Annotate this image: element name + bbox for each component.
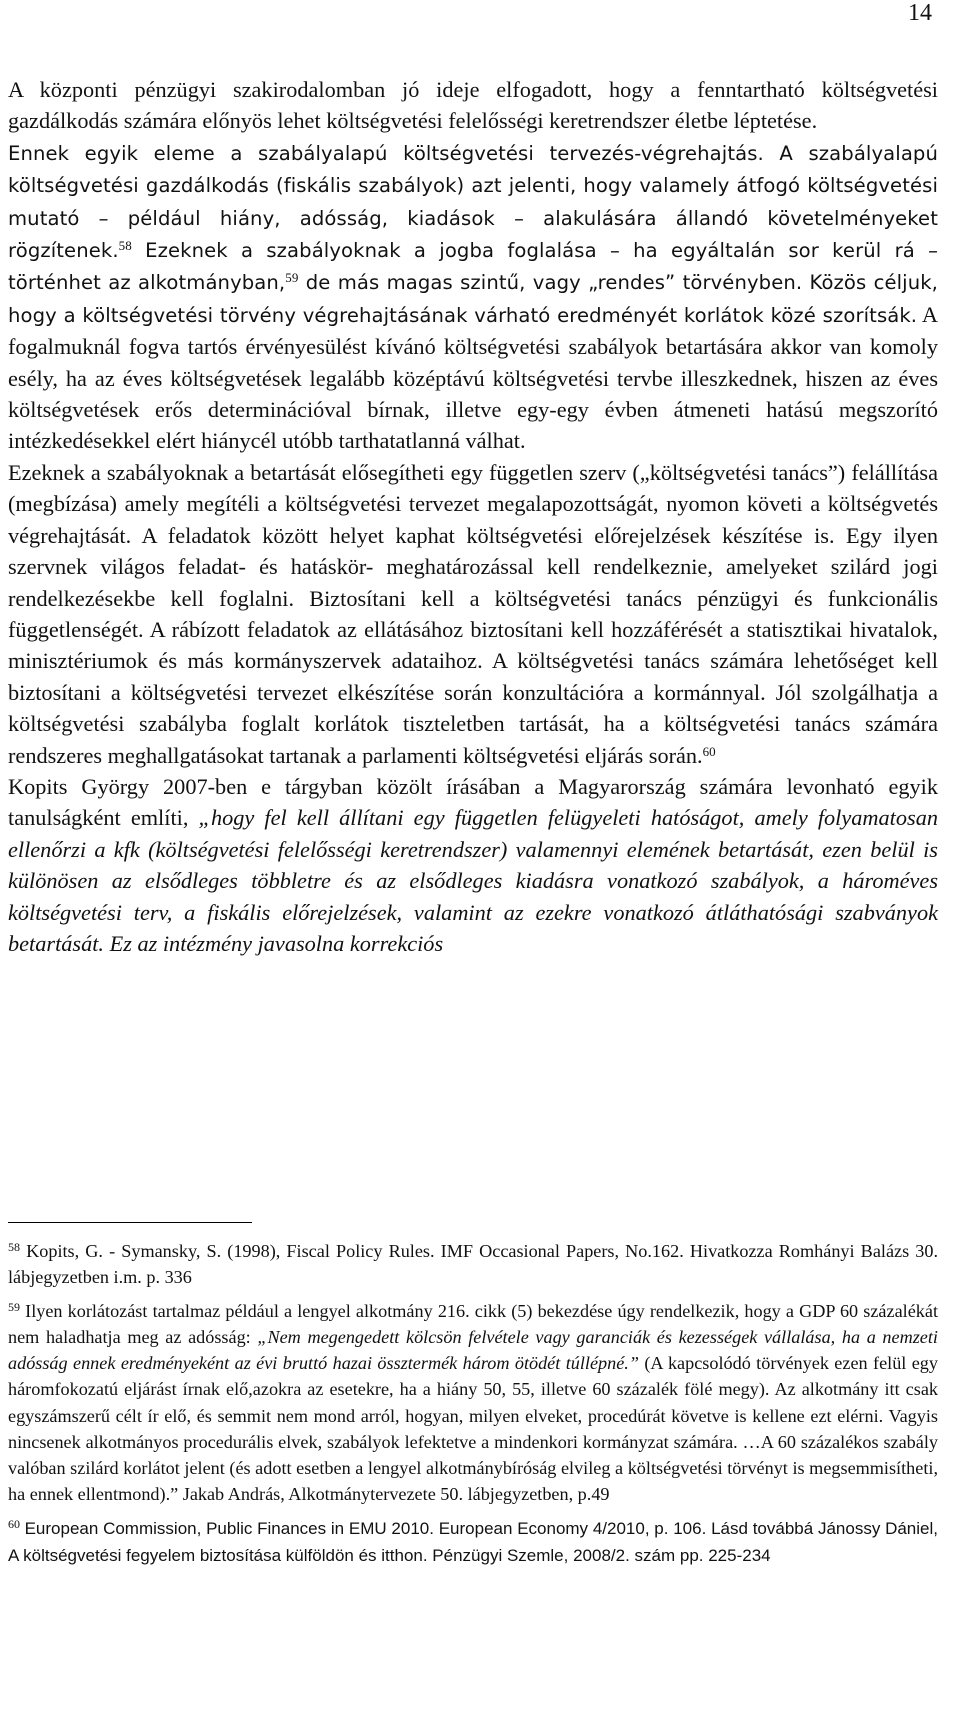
kopits-quote: „hogy fel kell állítani egy független felügyeleti hatóságot, amely folyamatosan ellenőrzi a kfk (költségvetési felelősségi keretrendszer) valamennyi elemének betartását, ezen belül is különösen az elsődleges többletre és az elsődleges kiadásra vonatkozó szabályok, a hároméves költségvetési terv, a fiskális előrejelzések, valamint az ezekre vonatkozó átláthatósági szabványok betartását. Ez az intézmény javasolna korrekciós: [8, 805, 938, 956]
footnote-number-58: 58: [8, 1240, 20, 1254]
paragraph-2-serif-tail: A fogalmuknál fogva tartós érvényesülést kívánó költségvetési szabályok betartására akkor van komoly esély, ha az éves költségvetések legalább középtávú költségvetési tervbe illeszkednek, hiszen az éves költségvetések erős determinációval bírnak, illetve egy-egy évben átmeneti hatású megszorító intézkedésekkel elért hiánycél utóbb tarthatatlanná válhat.: [8, 301, 938, 454]
paragraph-3: Ezeknek a szabályoknak a betartását elősegítheti egy független szerv („költségvetési tanács”) felállítása (megbízása) amely megítéli a költségvetési tervezet megalapozottságát, nyomon követi a költségvetés végrehajtását. A feladatok között helyet kaphat költségvetési előrejelzések készítése is. Egy ilyen szervnek világos feladat- és hatáskör- meghatározással kell rendelkeznie, amelyeket szilárd jogi rendelkezésekbe kell foglalni. Biztosítani kell a költségvetési tanács pénzügyi és funkcionális függetlenségét. A rábízott feladatok az ellátásához biztosítani kell hozzáférését a statisztikai hivatalok, minisztériumok és más kormányszervek adataihoz. A költségvetési tanács számára lehetőséget kell biztosítani a költségvetési tervezet elkészítése során konzultációra a kormánnyal. Jól szolgálhatja a költségvetési szabályba foglalt korlátok tiszteletben tartását, ha a költségvetési tanács számára rendszeres meghallgatásokat tartanak a parlamenti költségvetési eljárás során.$^{60}$: [8, 459, 938, 768]
paragraph-2: [8, 137, 938, 457]
footnote-divider: [8, 1222, 252, 1223]
footnote-58: $^{58}$ Kopits, G. - Symansky, S. (1998), Fiscal Policy Rules. IMF Occasional Papers, No.162. Hivatkozza Romhányi Balázs 30. lábjegyzetben i.m. p. 336: [8, 1240, 939, 1288]
body-text: [8, 74, 938, 959]
page-number: 14: [908, 0, 932, 26]
paragraph-1: A központi pénzügyi szakirodalomban jó ideje elfogadott, hogy a fenntartható költségvetési gazdálkodás számára előnyös lehet költségvetési felelősségi keretrendszer életbe léptetése.: [8, 77, 938, 134]
paragraph-4: Kopits György 2007-ben e tárgyban közölt írásában a Magyarország számára levonható egyik tanulságként említi, „hogy fel kell állítani egy független felügyeleti hatóságot, amely folyamatosan ellenőrzi a kfk (költségvetési felelősségi keretrendszer) valamennyi elemének betartását, ezen belül is különösen az elsődleges többletre és az elsődleges kiadásra vonatkozó szabályok, a hároméves költségvetési terv, a fiskális előrejelzések, valamint az ezekre vonatkozó átláthatósági szabványok betartását. Ez az intézmény javasolna korrekciós: [8, 773, 938, 956]
footnote-number-60: 60: [8, 1516, 20, 1531]
footnote-ref-59[interactable]: 59: [285, 270, 299, 286]
footnote-60: $^{60}$ European Commission, Public Finances in EMU 2010. European Economy 4/2010, p. 106. Lásd továbbá Jánossy Dániel, A költségvetési fegyelem biztosítása külföldön és itthon. Pénzügyi Szemle, 2008/2. szám pp. 225-234: [8, 1516, 938, 1566]
footnotes: [8, 1238, 938, 1577]
footnote-ref-58[interactable]: 58: [118, 238, 132, 254]
polish-constitution-quote: „Nem megengedett kölcsön felvétele vagy garanciák és kezességek vállalása, ha a nemzeti adósság ennek eredményeként az évi bruttó hazai össztermék három ötödét túllépné.”: [8, 1327, 938, 1374]
footnote-number-59: 59: [8, 1300, 20, 1315]
footnote-ref-60[interactable]: 60: [702, 743, 716, 759]
paragraph-2-sans-intro: Ennek egyik eleme a szabályalapú költségvetési tervezés-végrehajtás. A szabályalapú költségvetési gazdálkodás (fiskális szabályok) azt jelenti, hogy valamely átfogó költségvetési mutató – például hiány, adósság, kiadások – alakulására állandó követelményeket rögzítenek.$^{58}$ Ezeknek a szabályoknak a jogba foglalása – ha egyáltalán sor kerül rá – történhet az alkotmányban,$^{59}$ de más magas szintű, vagy „rendes” törvényben. Közös céljuk, hogy a költségvetési törvény végrehajtásának várható eredményét korlátok közé szorítsák.: [8, 141, 939, 327]
footnote-59: $^{59}$ Ilyen korlátozást tartalmaz például a lengyel alkotmány 216. cikk (5) bekezdése úgy rendelkezik, hogy a GDP 60 százalékát nem haladhatja meg az adósság: „Nem megengedett kölcsön felvétele vagy garanciák és kezességek vállalása, ha a nemzeti adósság ennek eredményeként az évi bruttó hazai össztermék három ötödét túllépné.” (A kapcsolódó törvények ezen felül egy háromfokozatú eljárást írnak elő,azokra az esetekre, ha a hiány 50, 55, illetve 60 százalék fölé megy). Az alkotmány itt csak egyszámszerű célt ír elő, és semmit nem mond arról, hogyan, milyen elveket, procedúrát követve is kellene ezt elérni. Vagyis nincsenek alkotmányos procedurális elvek, szabályok lefektetve a mindenkori kormányzat számára. …A 60 százalékos szabály valóban szilárd korlátot jelent (és adott esetben a lengyel alkotmánybíróság elvileg a költségvetési törvényt is megsemmisítheti, ha ennek ellentmond).” Jakab András, Alkotmánytervezete 50. lábjegyzetben, p.49: [8, 1300, 938, 1504]
